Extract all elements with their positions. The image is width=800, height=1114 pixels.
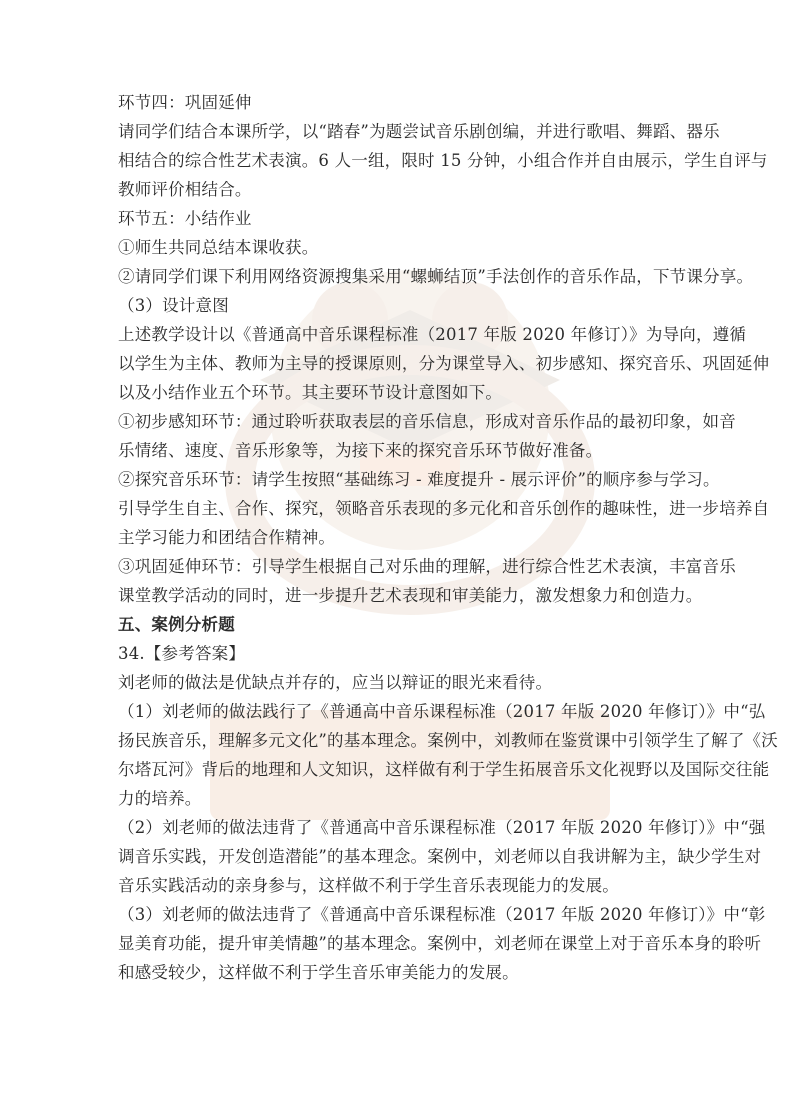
design-intent-heading: （3）设计意图 [118,296,229,315]
paragraph-line: 课堂教学活动的同时，进一步提升艺术表现和审美能力，激发想象力和创造力。 [118,586,703,605]
paragraph-line: 请同学们结合本课所学，以“踏春”为题尝试音乐剧创编，并进行歌唱、舞蹈、器乐 [118,122,720,141]
paragraph-line: 刘老师的做法是优缺点并存的，应当以辩证的眼光来看待。 [118,673,553,692]
paragraph-line: 力的培养。 [118,789,202,808]
section-five-heading: 五、案例分析题 [118,615,235,634]
paragraph-line: 和感受较少，这样做不利于学生音乐审美能力的发展。 [118,963,519,982]
paragraph-line: （3）刘老师的做法违背了《普通高中音乐课程标准（2017 年版 2020 年修订）》中“彰 [118,905,766,924]
paragraph-line: 以学生为主体、教师为主导的授课原则，分为课堂导入、初步感知、探究音乐、巩固延伸 [118,354,770,373]
paragraph-line: （2）刘老师的做法违背了《普通高中音乐课程标准（2017 年版 2020 年修订）》中“强 [118,818,766,837]
document-body [118,88,778,987]
paragraph-line: 相结合的综合性艺术表演。6 人一组，限时 15 分钟，小组合作并自由展示，学生自评与 [118,151,768,170]
paragraph-line: （1）刘老师的做法践行了《普通高中音乐课程标准（2017 年版 2020 年修订）》中“弘 [118,702,766,721]
paragraph-line: 上述教学设计以《普通高中音乐课程标准（2017 年版 2020 年修订）》为导向，遵循 [118,325,747,344]
paragraph-line: ①师生共同总结本课收获。 [118,238,319,257]
step4-heading: 环节四：巩固延伸 [118,93,252,112]
paragraph-line: 扬民族音乐，理解多元文化”的基本理念。案例中，刘教师在鉴赏课中引领学生了解了《沃 [118,731,778,750]
paragraph-line: 教师评价相结合。 [118,180,252,199]
paragraph-line: ②探究音乐环节：请学生按照“基础练习 - 难度提升 - 展示评价”的顺序参与学习。 [118,470,720,489]
paragraph-line: 调音乐实践，开发创造潜能”的基本理念。案例中，刘老师以自我讲解为主，缺少学生对 [118,847,762,866]
paragraph-line: 显美育功能，提升审美情趣”的基本理念。案例中，刘老师在课堂上对于音乐本身的聆听 [118,934,762,953]
paragraph-line: 乐情绪、速度、音乐形象等，为接下来的探究音乐环节做好准备。 [118,441,603,460]
question-34-label: 34.【参考答案】 [118,644,246,663]
paragraph-line: ③巩固延伸环节：引导学生根据自己对乐曲的理解，进行综合性艺术表演，丰富音乐 [118,557,736,576]
step5-heading: 环节五：小结作业 [118,209,252,228]
paragraph-line: 引导学生自主、合作、探究，领略音乐表现的多元化和音乐创作的趣味性，进一步培养自 [118,499,770,518]
paragraph-line: 尔塔瓦河》背后的地理和人文知识，这样做有利于学生拓展音乐文化视野以及国际交往能 [118,760,770,779]
paragraph-line: 主学习能力和团结合作精神。 [118,528,336,547]
paragraph-line: 以及小结作业五个环节。其主要环节设计意图如下。 [118,383,503,402]
paragraph-line: ①初步感知环节：通过聆听获取表层的音乐信息，形成对音乐作品的最初印象，如音 [118,412,736,431]
paragraph-line: 音乐实践活动的亲身参与，这样做不利于学生音乐表现能力的发展。 [118,876,619,895]
paragraph-line: ②请同学们课下利用网络资源搜集采用“螺蛳结顶”手法创作的音乐作品，下节课分享。 [118,267,754,286]
